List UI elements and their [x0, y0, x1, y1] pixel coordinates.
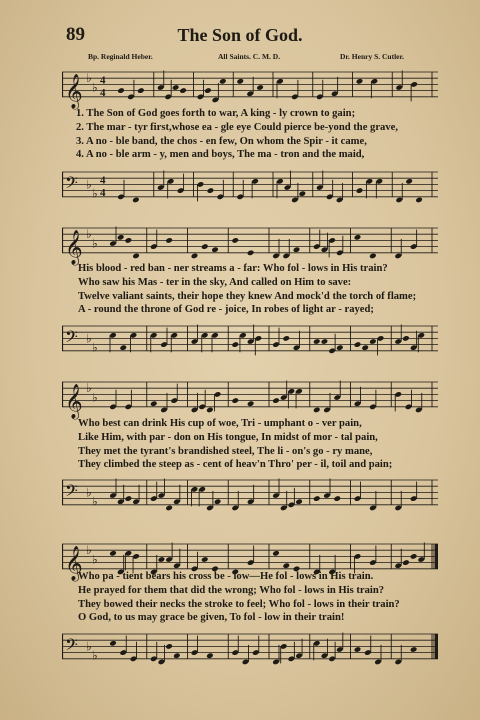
note-head — [109, 550, 117, 557]
note-head — [295, 498, 303, 505]
note-head — [356, 187, 364, 194]
flat-sign-icon: ♭ — [92, 390, 98, 405]
lyric-line: They met the tyrant's brandished steel, The li - on's go - ry mane, — [78, 445, 373, 457]
note-head — [313, 407, 321, 414]
note-head — [119, 344, 127, 351]
time-signature-icon: 4 — [100, 74, 106, 87]
treble-staff-1 — [62, 60, 438, 110]
note-head — [354, 646, 362, 653]
note-head — [247, 250, 255, 257]
lyric-line: 3. A no - ble band, the chos - en few, On whom the Spir - it came, — [76, 135, 367, 147]
lyric-line: Who best can drink His cup of woe, Tri - umphant o - ver pain, — [78, 418, 362, 429]
lyrics-block-1 — [62, 107, 438, 162]
flat-sign-icon: ♭ — [92, 494, 98, 509]
note-head — [214, 498, 222, 505]
lyrics-block-4 — [62, 570, 438, 625]
note-head — [354, 234, 362, 241]
note-head — [109, 640, 117, 647]
note-head — [336, 344, 344, 351]
note-head — [117, 87, 125, 94]
note-head — [231, 341, 239, 348]
bass-staff-3 — [62, 472, 438, 518]
time-signature-icon: 4 — [100, 86, 106, 99]
flat-sign-icon: ♭ — [92, 648, 98, 663]
note-head — [354, 341, 362, 348]
flat-sign-icon: ♭ — [86, 381, 92, 396]
lyric-line: They bowed their necks the stroke to feel; Who fol - lows in their train? — [78, 598, 400, 610]
lyric-line: His blood - red ban - ner streams a - far: Who fol - lows in His train? — [78, 263, 388, 274]
note-head — [369, 338, 377, 345]
note-head — [282, 335, 290, 342]
lyric-line: A - round the throne of God re - joice, In robes of light ar - rayed; — [78, 304, 374, 316]
note-head — [402, 335, 410, 342]
bass-staff-2 — [62, 318, 438, 364]
note-head — [313, 338, 321, 345]
lyrics-block-3 — [62, 417, 438, 472]
note-head — [117, 234, 125, 241]
lyric-line: Who pa - tient bears his cross be - low—He fol - lows in His train. — [78, 571, 374, 582]
note-head — [321, 338, 329, 345]
note-head — [402, 559, 410, 566]
note-head — [191, 253, 199, 260]
treble-clef-icon: 𝄞 — [65, 229, 83, 265]
bass-staff-4 — [62, 626, 438, 672]
note-head — [211, 246, 219, 253]
note-head — [219, 78, 227, 85]
note-head — [132, 253, 140, 260]
note-head — [272, 550, 280, 557]
note-head — [293, 246, 301, 253]
note-head — [333, 495, 341, 502]
note-head — [313, 495, 321, 502]
note-head — [410, 553, 418, 560]
lyricist-credit: Bp. Reginald Heber. — [88, 52, 153, 61]
bass-clef-icon: 𝄢 — [65, 634, 78, 659]
flat-sign-icon: ♭ — [86, 543, 92, 558]
note-head — [150, 400, 158, 407]
lyric-line: O God, to us may grace be given, To fol - low in their train! — [78, 612, 345, 624]
bass-staff-1 — [62, 164, 438, 210]
note-head — [410, 646, 418, 653]
flat-sign-icon: ♭ — [86, 331, 92, 346]
note-head — [231, 237, 239, 244]
note-head — [236, 78, 244, 85]
flat-sign-icon: ♭ — [86, 177, 92, 192]
flat-sign-icon: ♭ — [92, 186, 98, 201]
treble-clef-icon: 𝄞 — [65, 545, 83, 581]
note-head — [165, 505, 173, 512]
time-signature-icon: 4 — [100, 186, 106, 199]
note-head — [201, 556, 209, 563]
note-head — [125, 237, 133, 244]
flat-sign-icon: ♭ — [92, 236, 98, 251]
note-head — [201, 243, 209, 250]
flat-sign-icon: ♭ — [86, 227, 92, 242]
treble-staff-2 — [62, 216, 438, 266]
composer-credit: Dr. Henry S. Cutler. — [340, 52, 405, 61]
lyric-line: 2. The mar - tyr first,whose ea - gle eye Could pierce be-yond the grave, — [76, 121, 398, 133]
treble-staff-3 — [62, 370, 438, 420]
note-head — [158, 556, 166, 563]
hymn-number: 89 — [66, 24, 85, 45]
flat-sign-icon: ♭ — [92, 340, 98, 355]
note-head — [299, 190, 307, 197]
note-head — [132, 197, 140, 204]
lyric-line: He prayed for them that did the wrong; Who fol - lows in His train? — [78, 584, 385, 596]
tune-credit: All Saints. C. M. D. — [218, 52, 281, 61]
note-head — [165, 237, 173, 244]
note-head — [369, 253, 377, 260]
note-head — [405, 178, 413, 185]
note-head — [206, 652, 214, 659]
note-head — [165, 643, 173, 650]
note-head — [415, 197, 423, 204]
bass-clef-icon: 𝄢 — [65, 172, 78, 197]
flat-sign-icon: ♭ — [86, 639, 92, 654]
note-head — [256, 84, 264, 91]
flat-sign-icon: ♭ — [92, 552, 98, 567]
lyric-line: They climbed the steep as - cent of heav'n Thro' per - il, toil and pain; — [78, 459, 393, 471]
bass-clef-icon: 𝄢 — [65, 326, 78, 351]
note-head — [204, 87, 212, 94]
flat-sign-icon: ♭ — [92, 80, 98, 95]
note-head — [282, 562, 290, 569]
hymn-title: The Son of God. — [177, 25, 303, 45]
note-head — [207, 187, 215, 194]
note-head — [231, 397, 239, 404]
note-head — [125, 495, 133, 502]
note-head — [206, 407, 214, 414]
note-head — [247, 400, 255, 407]
flat-sign-icon: ♭ — [86, 71, 92, 86]
lyric-line: Twelve valiant saints, their hope they knew And mock'd the torch of flame; — [78, 290, 417, 302]
bass-clef-icon: 𝄢 — [65, 480, 78, 505]
lyrics-block-2 — [62, 262, 438, 317]
note-head — [173, 652, 181, 659]
lyric-line: 4. A no - ble arm - y, men and boys, The ma - tron and the maid, — [76, 149, 365, 161]
lyric-line: Like Him, with par - don on His tongue, In midst of mor - tal pain, — [78, 431, 378, 443]
note-head — [356, 78, 364, 85]
note-head — [137, 87, 145, 94]
time-signature-icon: 4 — [100, 174, 106, 187]
treble-clef-icon: 𝄞 — [65, 383, 83, 419]
lyric-line: 1. The Son of God goes forth to war, A king - ly crown to gain; — [76, 108, 356, 119]
note-head — [179, 87, 187, 94]
note-head — [172, 84, 180, 91]
flat-sign-icon: ♭ — [86, 485, 92, 500]
lyric-line: Who saw his Mas - ter in the sky, And called on Him to save: — [78, 276, 352, 288]
note-head — [272, 397, 280, 404]
note-head — [361, 344, 369, 351]
treble-clef-icon: 𝄞 — [65, 73, 83, 109]
